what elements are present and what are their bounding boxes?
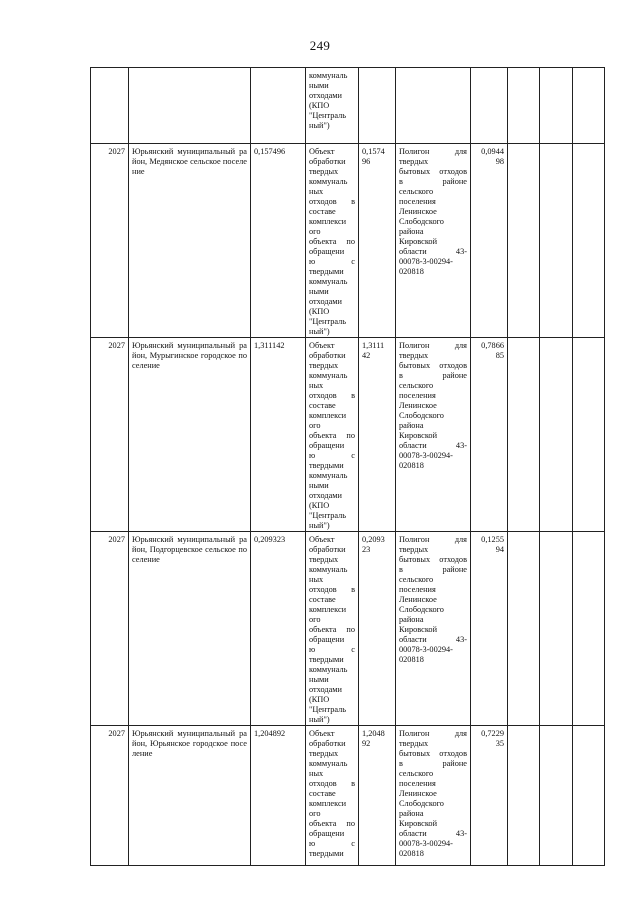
object-line: отходов в xyxy=(309,391,355,400)
territory-cell: Юрьянский муниципальный район, Медянское сельское поселение xyxy=(129,144,251,338)
object-line: твердыми xyxy=(309,461,344,470)
facility-line: 020818 xyxy=(399,461,424,470)
mass3-cell: 0,1255 94 xyxy=(471,532,508,726)
mass3-cell: 0,7229 35 xyxy=(471,726,508,866)
object-line: обращени xyxy=(309,635,345,644)
object-line: ных xyxy=(309,575,324,584)
facility-line: района xyxy=(399,809,424,818)
object-line: (КПО xyxy=(309,307,330,316)
object-line: ого xyxy=(309,421,321,430)
facility-line: области 43- xyxy=(399,247,467,256)
object-cell xyxy=(306,338,359,532)
extra-cell xyxy=(508,144,540,338)
object-line: коммуналь xyxy=(309,177,348,186)
facility-line: твердых xyxy=(399,157,429,166)
object-line: отходов в xyxy=(309,779,355,788)
extra-cell xyxy=(508,338,540,532)
mass-cell: 0,157496 xyxy=(251,144,306,338)
waste-flow-table xyxy=(90,67,605,866)
mass2-cell: 0,1574 96 xyxy=(359,144,396,338)
extra-cell xyxy=(540,532,573,726)
object-line: обработки xyxy=(309,545,346,554)
object-line: ных xyxy=(309,381,324,390)
facility-cell xyxy=(396,532,471,726)
facility-line: сельского xyxy=(399,575,434,584)
facility-line: в районе xyxy=(399,371,467,380)
facility-line: поселения xyxy=(399,779,436,788)
object-line: ю с xyxy=(309,839,355,848)
object-line: комплекси xyxy=(309,605,347,614)
object-cell xyxy=(306,726,359,866)
extra-cell xyxy=(573,338,605,532)
facility-line: Слободского xyxy=(399,605,444,614)
facility-line: Ленинское xyxy=(399,789,437,798)
object-line: комплекси xyxy=(309,411,347,420)
object-line: коммуналь xyxy=(309,371,348,380)
object-line: "Централь xyxy=(309,111,347,120)
mass-cell: 0,209323 xyxy=(251,532,306,726)
year-cell: 2027 xyxy=(91,144,129,338)
facility-line: сельского xyxy=(399,381,434,390)
table-row-continuation xyxy=(91,68,605,144)
object-line: (КПО xyxy=(309,501,330,510)
facility-line: Ленинское xyxy=(399,207,437,216)
object-line: отходов в xyxy=(309,585,355,594)
object-line: Объект xyxy=(309,535,335,544)
table-row xyxy=(91,338,605,532)
extra-cell xyxy=(508,726,540,866)
extra-cell xyxy=(540,144,573,338)
object-line: ных xyxy=(309,769,324,778)
object-line: коммуналь xyxy=(309,71,348,80)
territory-cell: Юрьянский муниципальный район, Мурыгинское городское поселение xyxy=(129,338,251,532)
extra-cell xyxy=(508,68,540,144)
table-row xyxy=(91,532,605,726)
facility-line: бытовых отходов xyxy=(399,167,467,176)
mass-cell: 1,311142 xyxy=(251,338,306,532)
table-row xyxy=(91,726,605,866)
object-line: твердыми xyxy=(309,267,344,276)
facility-line: области 43- xyxy=(399,829,467,838)
facility-line: Ленинское xyxy=(399,401,437,410)
facility-line: 00078-3-00294- xyxy=(399,839,453,848)
object-line: отходов в xyxy=(309,197,355,206)
extra-cell xyxy=(573,532,605,726)
object-line: обработки xyxy=(309,157,346,166)
mass-cell xyxy=(251,68,306,144)
page-number: 249 xyxy=(309,38,331,53)
facility-line: Кировской xyxy=(399,625,438,634)
object-line: комплекси xyxy=(309,217,347,226)
object-line: ными xyxy=(309,81,329,90)
facility-line: района xyxy=(399,227,424,236)
object-line: обращени xyxy=(309,247,345,256)
object-line: ных xyxy=(309,187,324,196)
object-cell xyxy=(306,68,359,144)
facility-line: поселения xyxy=(399,197,436,206)
object-line: твердых xyxy=(309,555,339,564)
territory-cell xyxy=(129,68,251,144)
object-line: объекта по xyxy=(309,431,355,440)
object-line: (КПО xyxy=(309,101,330,110)
mass2-cell xyxy=(359,68,396,144)
object-line: "Централь xyxy=(309,317,347,326)
object-line: Объект xyxy=(309,341,335,350)
object-line: "Централь xyxy=(309,511,347,520)
facility-line: 020818 xyxy=(399,655,424,664)
object-line: комплекси xyxy=(309,799,347,808)
mass3-cell xyxy=(471,68,508,144)
object-line: ный") xyxy=(309,327,330,336)
object-line: "Централь xyxy=(309,705,347,714)
facility-line: 020818 xyxy=(399,267,424,276)
object-line: обращени xyxy=(309,441,345,450)
facility-line: 00078-3-00294- xyxy=(399,451,453,460)
object-line: обработки xyxy=(309,739,346,748)
extra-cell xyxy=(540,338,573,532)
object-cell xyxy=(306,144,359,338)
facility-cell xyxy=(396,338,471,532)
facility-line: Кировской xyxy=(399,431,438,440)
facility-line: Слободского xyxy=(399,799,444,808)
facility-line: твердых xyxy=(399,545,429,554)
object-line: ный") xyxy=(309,521,330,530)
facility-line: Кировской xyxy=(399,237,438,246)
object-line: коммуналь xyxy=(309,665,348,674)
mass-cell: 1,204892 xyxy=(251,726,306,866)
facility-cell xyxy=(396,726,471,866)
object-line: твердыми xyxy=(309,849,344,858)
facility-line: 00078-3-00294- xyxy=(399,257,453,266)
year-cell: 2027 xyxy=(91,338,129,532)
object-line: составе xyxy=(309,207,336,216)
object-line: ю с xyxy=(309,257,355,266)
object-line: Объект xyxy=(309,147,335,156)
facility-line: твердых xyxy=(399,739,429,748)
object-line: ными xyxy=(309,481,329,490)
facility-line: бытовых отходов xyxy=(399,749,467,758)
facility-line: Полигон для xyxy=(399,341,467,350)
object-line: обращени xyxy=(309,829,345,838)
extra-cell xyxy=(573,144,605,338)
facility-line: в районе xyxy=(399,565,467,574)
object-line: отходами xyxy=(309,91,343,100)
object-line: ого xyxy=(309,809,321,818)
mass2-cell: 1,2048 92 xyxy=(359,726,396,866)
object-line: ю с xyxy=(309,451,355,460)
object-line: объекта по xyxy=(309,237,355,246)
facility-line: сельского xyxy=(399,187,434,196)
object-line: твердых xyxy=(309,167,339,176)
territory-cell: Юрьянский муниципальный район, Подгорцевское сельское поселение xyxy=(129,532,251,726)
facility-line: бытовых отходов xyxy=(399,555,467,564)
object-line: ный") xyxy=(309,715,330,724)
object-line: объекта по xyxy=(309,819,355,828)
facility-line: Слободского xyxy=(399,411,444,420)
object-line: отходами xyxy=(309,491,343,500)
facility-line: Ленинское xyxy=(399,595,437,604)
year-cell: 2027 xyxy=(91,726,129,866)
mass3-cell: 0,7866 85 xyxy=(471,338,508,532)
object-line: отходами xyxy=(309,685,343,694)
facility-line: района xyxy=(399,421,424,430)
object-line: обработки xyxy=(309,351,346,360)
facility-cell xyxy=(396,68,471,144)
year-cell: 2027 xyxy=(91,532,129,726)
object-line: Объект xyxy=(309,729,335,738)
mass3-cell: 0,0944 98 xyxy=(471,144,508,338)
facility-line: области 43- xyxy=(399,635,467,644)
mass2-cell: 1,3111 42 xyxy=(359,338,396,532)
facility-line: Полигон для xyxy=(399,535,467,544)
object-line: составе xyxy=(309,789,336,798)
facility-line: сельского xyxy=(399,769,434,778)
facility-line: Кировской xyxy=(399,819,438,828)
facility-line: в районе xyxy=(399,759,467,768)
territory-cell: Юрьянский муниципальный район, Юрьянское городское поселение xyxy=(129,726,251,866)
extra-cell xyxy=(508,532,540,726)
facility-line: области 43- xyxy=(399,441,467,450)
extra-cell xyxy=(540,726,573,866)
facility-line: 020818 xyxy=(399,849,424,858)
extra-cell xyxy=(540,68,573,144)
object-line: коммуналь xyxy=(309,759,348,768)
object-line: ный") xyxy=(309,121,330,130)
object-line: ого xyxy=(309,615,321,624)
object-line: твердых xyxy=(309,749,339,758)
facility-line: поселения xyxy=(399,391,436,400)
object-line: ными xyxy=(309,287,329,296)
object-line: коммуналь xyxy=(309,471,348,480)
year-cell xyxy=(91,68,129,144)
extra-cell xyxy=(573,68,605,144)
object-line: ными xyxy=(309,675,329,684)
facility-line: Полигон для xyxy=(399,729,467,738)
facility-line: 00078-3-00294- xyxy=(399,645,453,654)
object-line: твердыми xyxy=(309,655,344,664)
facility-line: Полигон для xyxy=(399,147,467,156)
object-line: отходами xyxy=(309,297,343,306)
object-cell xyxy=(306,532,359,726)
mass2-cell: 0,2093 23 xyxy=(359,532,396,726)
extra-cell xyxy=(573,726,605,866)
facility-cell xyxy=(396,144,471,338)
object-line: ю с xyxy=(309,645,355,654)
facility-line: Слободского xyxy=(399,217,444,226)
facility-line: поселения xyxy=(399,585,436,594)
table-row xyxy=(91,144,605,338)
object-line: коммуналь xyxy=(309,277,348,286)
object-line: составе xyxy=(309,401,336,410)
object-line: составе xyxy=(309,595,336,604)
object-line: объекта по xyxy=(309,625,355,634)
facility-line: бытовых отходов xyxy=(399,361,467,370)
facility-line: района xyxy=(399,615,424,624)
object-line: коммуналь xyxy=(309,565,348,574)
object-line: (КПО xyxy=(309,695,330,704)
object-line: ого xyxy=(309,227,321,236)
facility-line: в районе xyxy=(399,177,467,186)
object-line: твердых xyxy=(309,361,339,370)
facility-line: твердых xyxy=(399,351,429,360)
